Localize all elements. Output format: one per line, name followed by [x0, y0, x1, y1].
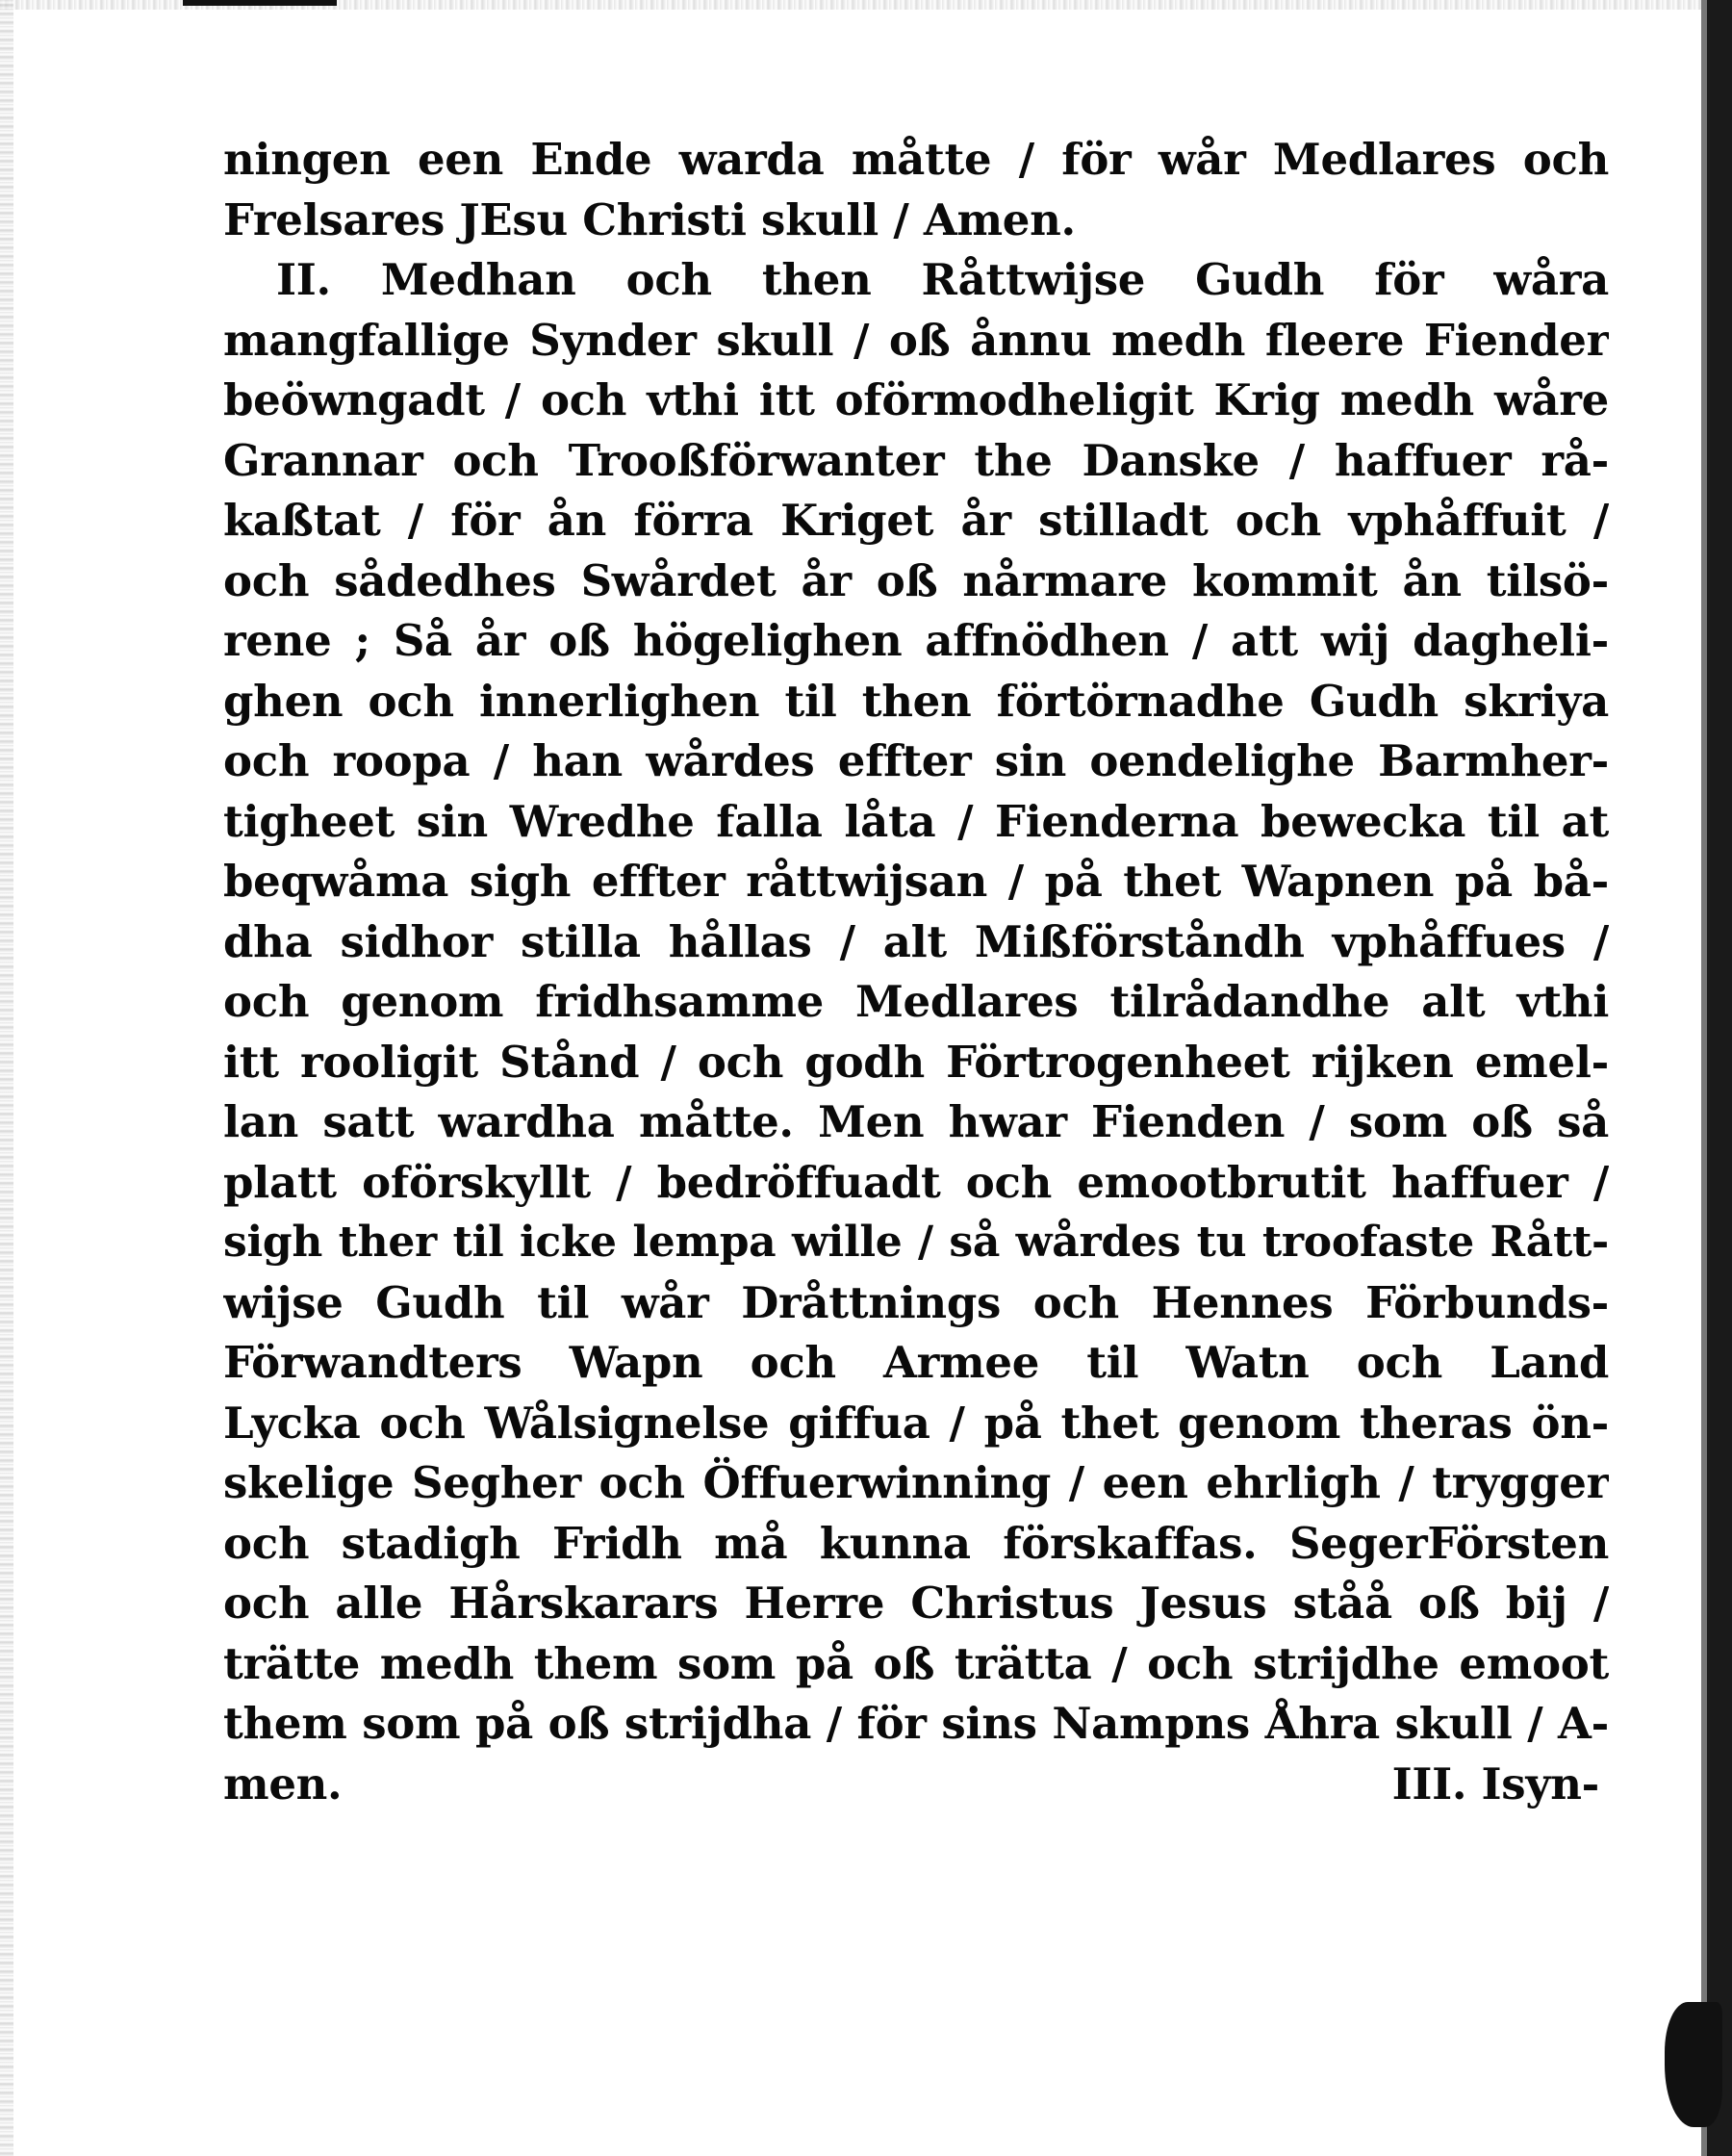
text-line: skelige Segher och Öffuerwinning / een ehrligh / trygger: [223, 1457, 1609, 1508]
text-line: itt rooligit Stånd / och godh Förtrogenheet rijken emel-: [223, 1036, 1609, 1088]
body-text: [223, 130, 1609, 1814]
text-line: ningen een Ende warda måtte / för wår Medlares och: [223, 134, 1609, 185]
text-line: mangfallige Synder skull / oß ånnu medh fleere Fiender: [223, 314, 1609, 366]
ink-blot: [1665, 2002, 1722, 2127]
text-line: Grannar och Trooßförwanter the Danske / haffuer rå-: [223, 434, 1609, 486]
text-line: them som på oß strijdha / för sins Nampns Åhra skull / A-: [223, 1698, 1609, 1749]
text-line: platt oförskyllt / bedröffuadt och emootbrutit haffuer /: [223, 1156, 1609, 1208]
text-line: Lycka och Wålsignelse giffua / på thet genom theras ön-: [223, 1397, 1609, 1449]
page-left-edge: [0, 0, 13, 2156]
text-line: lan satt wardha måtte. Men hwar Fienden / som oß så: [223, 1096, 1609, 1147]
text-line: wijse Gudh til wår Dråttnings och Hennes Förbunds-: [223, 1276, 1609, 1328]
text-line: trätte medh them som på oß trätta / och strijdhe emoot: [223, 1637, 1609, 1689]
text-line: och sådedhes Swårdet år oß nårmare kommit ån tilsö-: [223, 554, 1609, 606]
text-line: II. Medhan och then Råttwijse Gudh för wåra: [276, 254, 1609, 305]
text-line: kaßtat / för ån förra Kriget år stilladt och vphåffuit /: [223, 495, 1609, 546]
paragraph-end-word: men.: [223, 1758, 343, 1810]
page-right-edge: [1707, 0, 1732, 2156]
text-line: och alle Hårskarars Herre Christus Jesus ståå oß bij /: [223, 1578, 1609, 1629]
text-line: ghen och innerlighen til then förtörnadhe Gudh skriya: [223, 675, 1609, 727]
text-line: Förwandters Wapn och Armee til Watn och Land: [223, 1337, 1609, 1388]
text-line: beöwngadt / och vthi itt oförmodheligit Krig medh wåre: [223, 374, 1609, 425]
catchword: III. Isyn-: [1391, 1758, 1599, 1810]
text-line: Frelsares JEsu Christi skull / Amen.: [223, 193, 1076, 245]
text-line: rene ; Så år oß högelighen affnödhen / att wij dagheli-: [223, 615, 1609, 666]
text-line: tigheet sin Wredhe falla låta / Fienderna bewecka til at: [223, 795, 1609, 847]
ink-mark: [183, 0, 337, 6]
final-line: [223, 1755, 1609, 1815]
text-line: och stadigh Fridh må kunna förskaffas. SegerFörsten: [223, 1517, 1609, 1569]
text-line: sigh ther til icke lempa wille / så wårdes tu troofaste Rått-: [223, 1218, 1609, 1267]
text-line: och genom fridhsamme Medlares tilrådandhe alt vthi: [223, 976, 1609, 1027]
text-line: dha sidhor stilla hållas / alt Mißförståndh vphåffues /: [223, 915, 1609, 967]
text-line: beqwåma sigh effter råttwijsan / på thet Wapnen på bå-: [223, 856, 1609, 907]
text-line: och roopa / han wårdes effter sin oendelighe Barmher-: [223, 735, 1609, 786]
